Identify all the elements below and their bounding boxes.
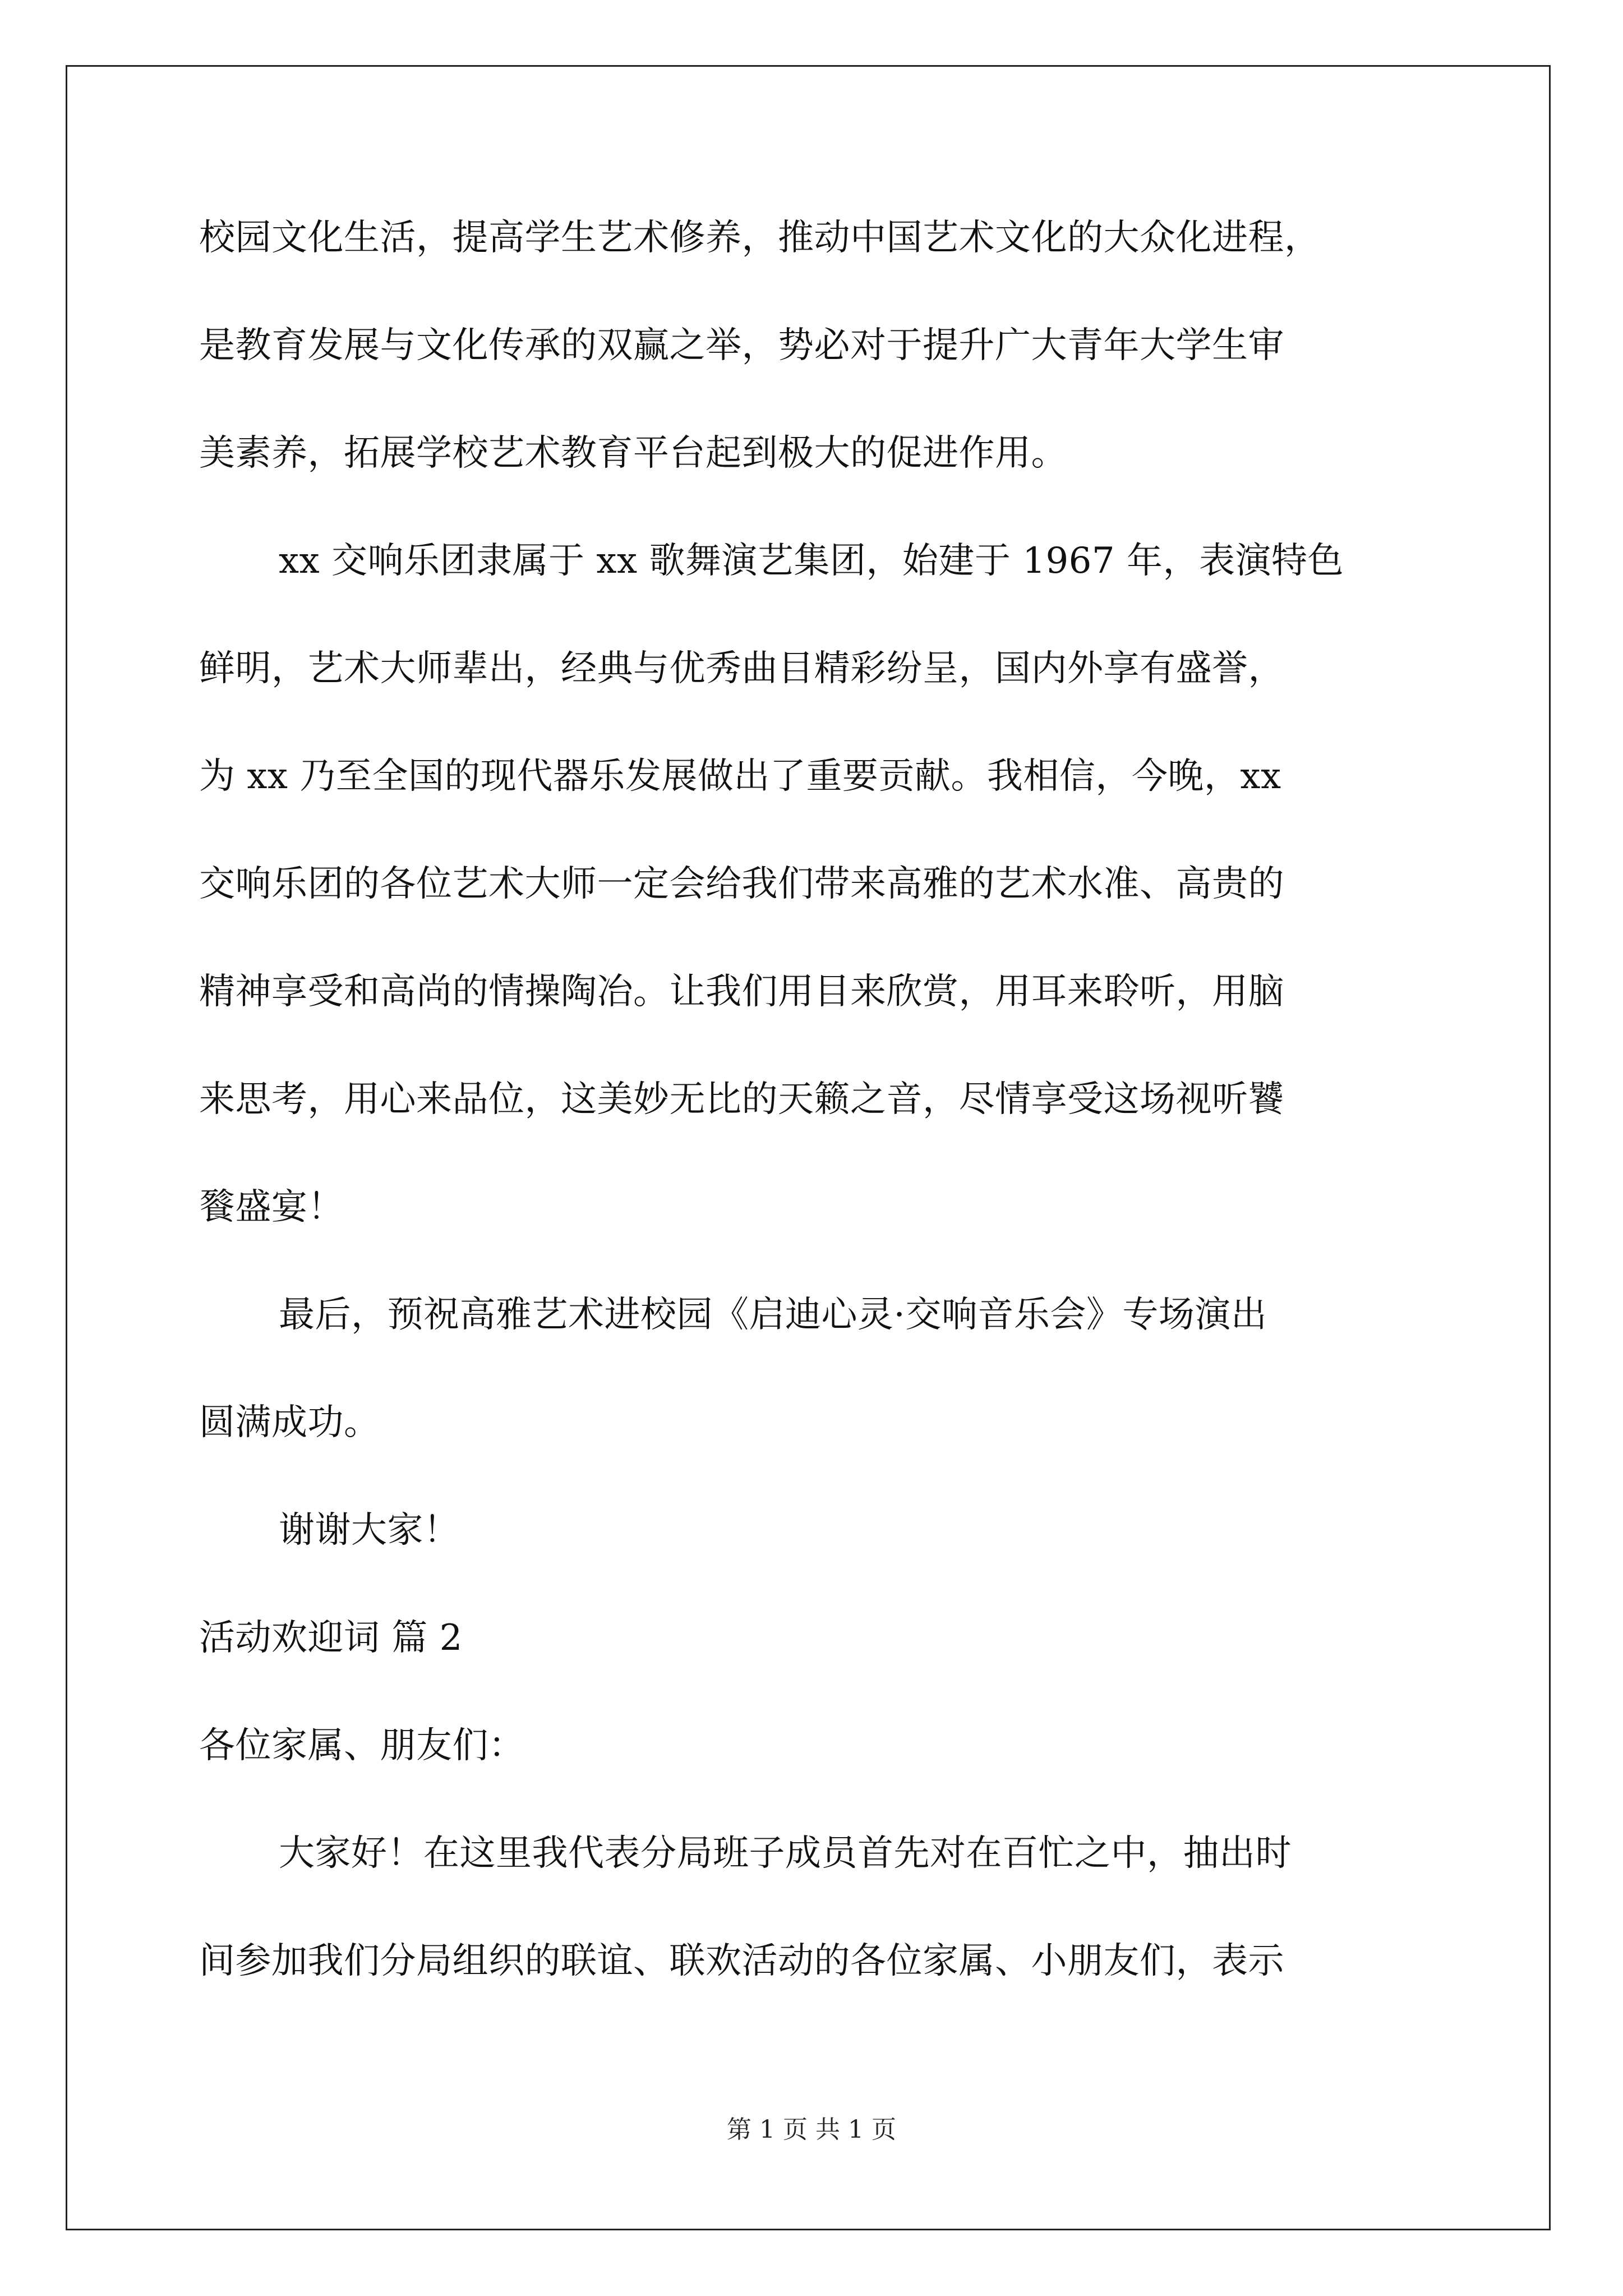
paragraph-line: xx 交响乐团隶属于 xx 歌舞演艺集团，始建于 1967 年，表演特色 (279, 540, 1344, 582)
closing-line: 谢谢大家！ (279, 1510, 460, 1551)
paragraph-line: 鲜明，艺术大师辈出，经典与优秀曲目精彩纷呈，国内外享有盛誉， (199, 648, 1284, 689)
paragraph-line: 圆满成功。 (199, 1402, 380, 1443)
paragraph-line: 大家好！在这里我代表分局班子成员首先对在百忙之中，抽出时 (279, 1833, 1292, 1874)
paragraph-line: 餮盛宴！ (199, 1186, 344, 1228)
paragraph-line: 精神享受和高尚的情操陶冶。让我们用目来欣赏，用耳来聆听，用脑 (199, 971, 1284, 1013)
page-number-footer: 第 1 页 共 1 页 (727, 2115, 896, 2144)
paragraph-line: 是教育发展与文化传承的双赢之举，势必对于提升广大青年大学生审 (199, 325, 1284, 366)
salutation: 各位家属、朋友们： (199, 1725, 525, 1766)
paragraph-line: 美素养，拓展学校艺术教育平台起到极大的促进作用。 (199, 432, 1067, 474)
paragraph-line: 为 xx 乃至全国的现代器乐发展做出了重要贡献。我相信，今晚，xx (199, 756, 1281, 797)
paragraph-line: 间参加我们分局组织的联谊、联欢活动的各位家属、小朋友们，表示 (199, 1940, 1284, 1982)
paragraph-line: 来思考，用心来品位，这美妙无比的天籁之音，尽情享受这场视听饕 (199, 1079, 1284, 1120)
section-heading: 活动欢迎词 篇 2 (199, 1617, 463, 1659)
paragraph-line: 交响乐团的各位艺术大师一定会给我们带来高雅的艺术水准、高贵的 (199, 863, 1284, 905)
document-body (199, 217, 1433, 2051)
paragraph-line: 最后，预祝高雅艺术进校园《启迪心灵·交响音乐会》专场演出 (279, 1294, 1267, 1336)
paragraph-line: 校园文化生活，提高学生艺术修养，推动中国艺术文化的大众化进程， (199, 217, 1321, 259)
